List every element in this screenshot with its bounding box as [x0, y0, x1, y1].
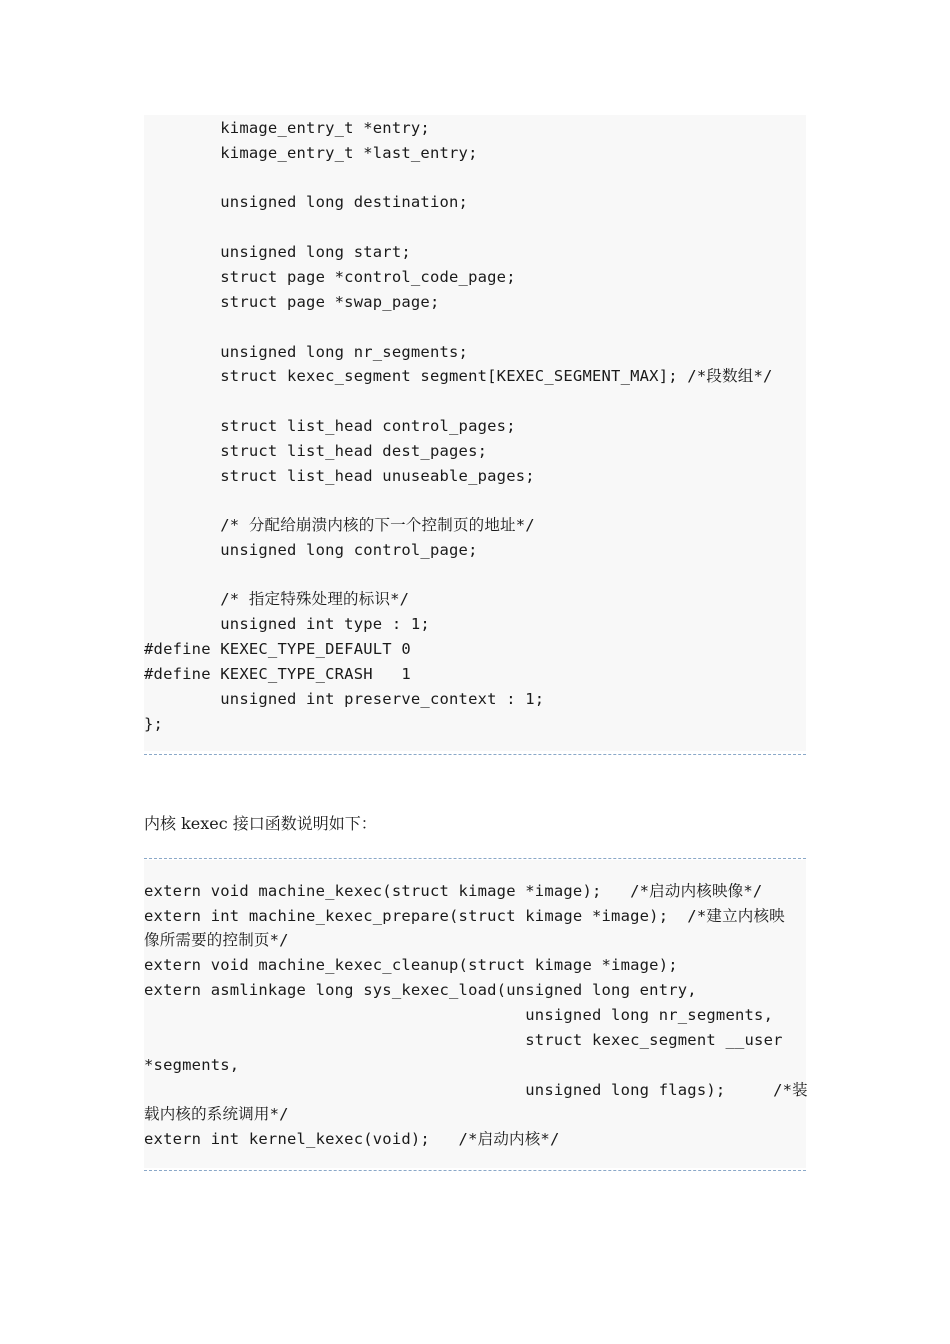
code-line: struct kexec_segment segment[KEXEC_SEGMENT_MAX]; /*段数组*/ — [144, 367, 773, 385]
intro-paragraph: 内核 kexec 接口函数说明如下： — [144, 814, 377, 833]
code-line: unsigned long nr_segments; — [144, 343, 469, 361]
code-line: 像所需要的控制页*/ — [144, 931, 289, 949]
code-line: unsigned int type : 1; — [144, 615, 430, 633]
code-line: }; — [144, 715, 164, 733]
code-block-kexec-api — [144, 860, 806, 1168]
code-line: extern void machine_kexec(struct kimage *image); /*启动内核映像*/ — [144, 882, 763, 900]
code-line: unsigned long flags); /*装 — [144, 1081, 808, 1099]
code-block-kimage — [144, 115, 806, 751]
code-line: kimage_entry_t *last_entry; — [144, 144, 478, 162]
code-line: 载内核的系统调用*/ — [144, 1105, 289, 1123]
code-line: #define KEXEC_TYPE_CRASH 1 — [144, 665, 411, 683]
code-line: unsigned long nr_segments, — [144, 1006, 774, 1024]
code-comment: /* 分配给崩溃内核的下一个控制页的地址*/ — [144, 516, 535, 534]
code-line: *segments, — [144, 1056, 240, 1074]
code-line: kimage_entry_t *entry; — [144, 119, 430, 137]
code-line: struct list_head control_pages; — [144, 417, 516, 435]
code-line: struct list_head unuseable_pages; — [144, 467, 535, 485]
divider — [144, 858, 806, 859]
code-line: extern void machine_kexec_cleanup(struct kimage *image); — [144, 956, 678, 974]
code-comment: /* 指定特殊处理的标识*/ — [144, 590, 410, 608]
divider — [144, 754, 806, 755]
code-line: unsigned long control_page; — [144, 541, 478, 559]
code-line: struct kexec_segment __user — [144, 1031, 783, 1049]
code-line: struct list_head dest_pages; — [144, 442, 488, 460]
code-line: #define KEXEC_TYPE_DEFAULT 0 — [144, 640, 411, 658]
code-line: unsigned long start; — [144, 243, 411, 261]
code-line: struct page *control_code_page; — [144, 268, 516, 286]
code-line: unsigned long destination; — [144, 193, 469, 211]
code-line: unsigned int preserve_context : 1; — [144, 690, 545, 708]
divider — [144, 1170, 806, 1171]
code-line: extern int machine_kexec_prepare(struct kimage *image); /*建立内核映 — [144, 907, 785, 925]
code-line: struct page *swap_page; — [144, 293, 440, 311]
code-line: extern asmlinkage long sys_kexec_load(unsigned long entry, — [144, 981, 697, 999]
code-line: extern int kernel_kexec(void); /*启动内核*/ — [144, 1130, 560, 1148]
